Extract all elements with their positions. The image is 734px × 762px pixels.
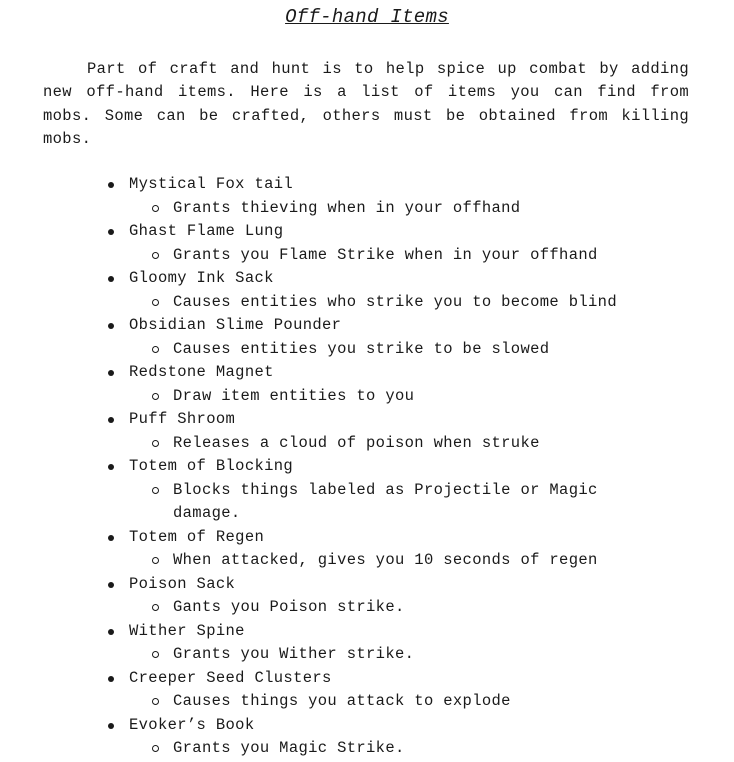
bullet-icon: [108, 464, 114, 470]
list-item: [0, 455, 734, 526]
hollow-bullet-icon: [152, 745, 159, 752]
item-effect: Causes things you attack to explode: [173, 692, 511, 710]
list-item: [0, 220, 734, 267]
bullet-icon: [108, 229, 114, 235]
item-name: Redstone Magnet: [129, 363, 274, 381]
bullet-icon: [108, 629, 114, 635]
item-effect: Grants you Magic Strike.: [173, 739, 405, 757]
intro-paragraph: Part of craft and hunt is to help spice up combat by adding new off-hand items. Here is a list of items you can find from mobs. Some can be crafted, others must be obtained from killing mobs.: [43, 60, 689, 148]
item-name: Totem of Regen: [129, 527, 265, 546]
list-item: [0, 620, 734, 667]
list-item: [0, 267, 734, 314]
item-name: Poison Sack: [129, 574, 236, 593]
item-effect: Grants you Flame Strike when in your offhand: [173, 245, 598, 264]
bullet-icon: [108, 370, 114, 376]
item-name: Creeper Seed Clusters: [129, 668, 332, 687]
hollow-bullet-icon: [152, 487, 159, 494]
hollow-bullet-icon: [152, 604, 159, 611]
item-effect: Releases a cloud of poison when struke: [173, 433, 540, 452]
list-item: [0, 573, 734, 620]
list-item: [0, 361, 734, 408]
page-title: Off-hand Items: [285, 6, 449, 28]
hollow-bullet-icon: [152, 698, 159, 705]
hollow-bullet-icon: [152, 651, 159, 658]
hollow-bullet-icon: [152, 252, 159, 259]
bullet-icon: [108, 535, 114, 541]
list-item: [0, 408, 734, 455]
offhand-items-list: [0, 173, 734, 761]
item-name: Totem of Blocking: [129, 457, 294, 475]
hollow-bullet-icon: [152, 393, 159, 400]
bullet-icon: [108, 417, 114, 423]
item-effect: When attacked, gives you 10 seconds of regen: [173, 551, 598, 569]
item-effect: Causes entities you strike to be slowed: [173, 339, 550, 358]
list-item: [0, 173, 734, 220]
bullet-icon: [108, 182, 114, 188]
item-name: Mystical Fox tail: [129, 175, 294, 193]
item-name: Wither Spine: [129, 621, 245, 640]
item-effect: Draw item entities to you: [173, 386, 415, 405]
item-effect: Grants you Wither strike.: [173, 645, 415, 663]
item-effect: Causes entities who strike you to become blind: [173, 292, 617, 311]
item-effect: Grants thieving when in your offhand: [173, 198, 521, 217]
bullet-icon: [108, 323, 114, 329]
item-name: Ghast Flame Lung: [129, 222, 284, 240]
item-effect: Blocks things labeled as Projectile or Magic damage.: [173, 480, 598, 522]
item-name: Puff Shroom: [129, 410, 236, 428]
bullet-icon: [108, 676, 114, 682]
list-item: [0, 714, 734, 761]
bullet-icon: [108, 723, 114, 729]
list-item: [0, 667, 734, 714]
bullet-icon: [108, 276, 114, 282]
hollow-bullet-icon: [152, 299, 159, 306]
item-effect: Gants you Poison strike.: [173, 598, 405, 616]
list-item: [0, 526, 734, 573]
hollow-bullet-icon: [152, 557, 159, 564]
hollow-bullet-icon: [152, 346, 159, 353]
hollow-bullet-icon: [152, 440, 159, 447]
item-name: Obsidian Slime Pounder: [129, 316, 342, 334]
item-name: Gloomy Ink Sack: [129, 269, 274, 287]
item-name: Evoker’s Book: [129, 715, 255, 734]
bullet-icon: [108, 582, 114, 588]
hollow-bullet-icon: [152, 205, 159, 212]
list-item: [0, 314, 734, 361]
